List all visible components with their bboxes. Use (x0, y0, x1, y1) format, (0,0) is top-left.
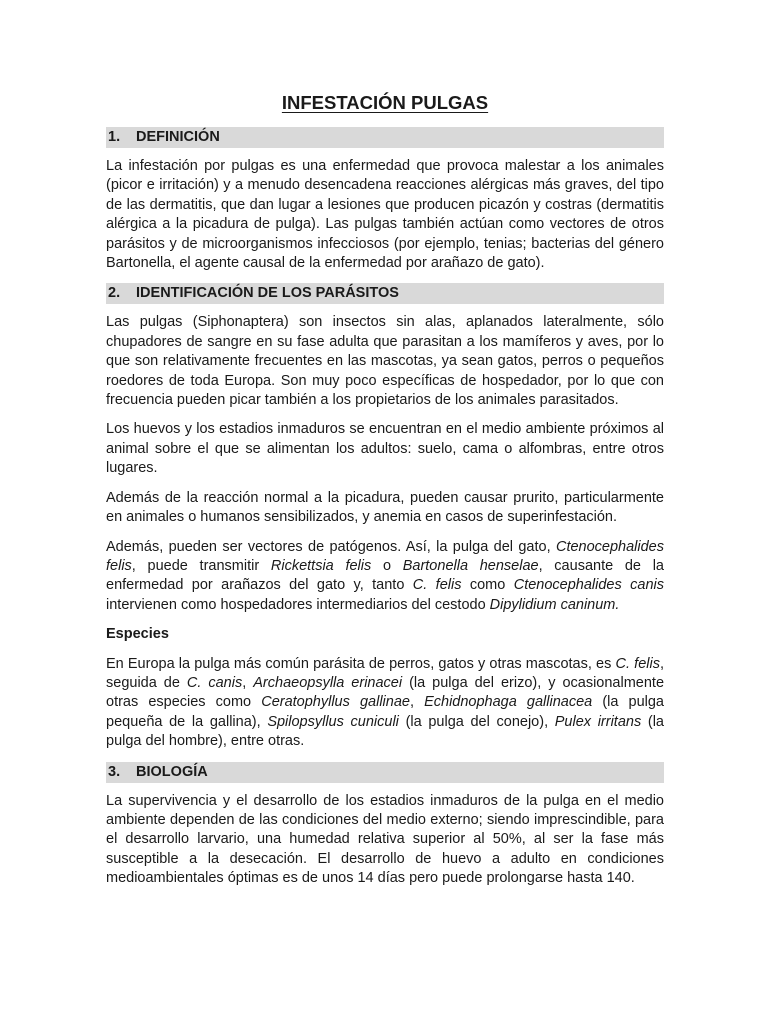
paragraph-vectores-patogenos (106, 538, 664, 616)
text-run: o (371, 557, 403, 574)
section-title: DEFINICIÓN (136, 129, 220, 145)
text-run: , puede transmitir (131, 557, 271, 574)
section-number: 1. (108, 129, 121, 145)
species-name: C. canis (186, 674, 243, 691)
paragraph-definicion: La infestación por pulgas es una enfermedad que provoca malestar a los animales (picor e irritación) y a menudo desencadena reacciones alérgicas más graves, del tipo de las dermatitis, que dan lugar a lesiones que producen picazón y costras (dermatitis alérgica a la picadura de pulga). Las pulgas también actúan como vectores de otros parásitos y de microorganismos infecciosos (por ejemplo, tenias; bacterias del género Bartonella, el agente causal de la enfermedad por arañazo de gato). (106, 158, 664, 272)
species-name: Rickettsia felis (270, 557, 372, 574)
paragraph-descripcion-pulgas: Las pulgas (Siphonaptera) son insectos sin alas, aplanados lateralmente, sólo chupadores de sangre en su fase adulta que parasitan a los mamíferos y aves, por lo que son relativamente frecuentes en las mascotas, ya sean gatos, perros o pequeños roedores de toda Europa. Son muy poco específicas de hospedador, por lo que con frecuencia pueden picar también a los propietarios de los animales parasitados. (106, 314, 664, 409)
species-name: Pulex irritans (554, 713, 642, 730)
species-name: Dipylidium caninum. (489, 596, 620, 613)
especies-subheading: Especies (106, 626, 169, 643)
text-run: Además, pueden ser vectores de patógenos. Así, la pulga del gato, (106, 538, 556, 555)
species-name: Ceratophyllus gallinae (261, 694, 410, 711)
paragraph-biologia: La supervivencia y el desarrollo de los estadios inmaduros de la pulga en el medio ambiente dependen de las condiciones del medio externo; siendo imprescindible, para el desarrollo larvario, una humedad relativa superior al 50%, al ser la fase más susceptible a la desecación. El desarrollo de huevo a adulto en condiciones medioambientales óptimas es de unos 14 días pero puede prolongarse hasta 140. (106, 792, 664, 887)
text-run: , seguida de (106, 655, 664, 691)
section-heading-identificacion (106, 283, 664, 304)
paragraph-reaccion-picadura: Además de la reacción normal a la picadura, pueden causar prurito, particularmente en animales o humanos sensibilizados, y anemia en casos de superinfestación. (106, 489, 664, 526)
species-name: Ctenocephalides canis (513, 577, 664, 594)
species-name: Echidnophaga gallinacea (424, 694, 593, 711)
text-run: (la pulga del erizo), y ocasionalmente otras especies como (106, 674, 665, 711)
text-run: , (242, 674, 254, 691)
paragraph-estadios-inmaduros: Los huevos y los estadios inmaduros se encuentran en el medio ambiente próximos al animal sobre el que se alimentan los adultos: suelo, cama o alfombras, entre otros lugares. (106, 421, 664, 477)
text-run: , (409, 694, 425, 711)
paragraph-especies (106, 655, 664, 752)
text-run: , causante de la enfermedad por arañazos del gato y, tanto (106, 557, 664, 594)
document-title: INFESTACIÓN PULGAS (281, 92, 489, 113)
text-run: En Europa la pulga más común parásita de perros, gatos y otras mascotas, es (106, 655, 616, 672)
species-name: Archaeopsylla erinacei (253, 674, 403, 691)
section-heading-definicion (106, 127, 664, 148)
section-number: 3. (108, 763, 121, 780)
text-run: (la pulga del hombre), entre otras. (106, 713, 664, 750)
species-name: C. felis (615, 655, 660, 672)
text-run: como (461, 577, 514, 594)
text-run: (la pulga del conejo), (398, 713, 555, 730)
species-name: Spilopsyllus cuniculi (267, 713, 399, 730)
species-name: Bartonella henselae (402, 557, 539, 574)
text-run: (la pulga pequeña de la gallina), (106, 694, 665, 730)
section-title: BIOLOGÍA (136, 763, 208, 780)
text-run: intervienen como hospedadores intermediarios del cestodo (106, 596, 490, 613)
section-title: IDENTIFICACIÓN DE LOS PARÁSITOS (136, 285, 399, 302)
section-number: 2. (108, 285, 121, 302)
species-name: Ctenocephalides felis (106, 538, 664, 574)
species-name: C. felis (412, 577, 462, 594)
section-heading-biologia (106, 762, 664, 783)
